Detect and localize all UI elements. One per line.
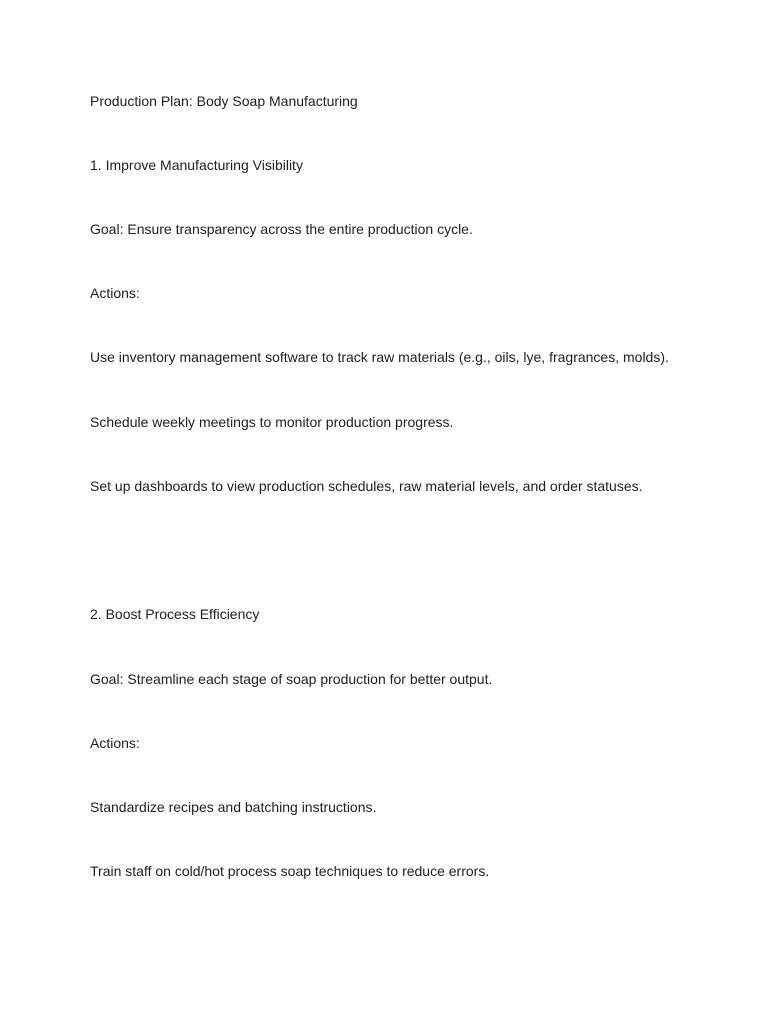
action-item: Set up dashboards to view production schedules, raw material levels, and order statuses. <box>90 478 643 494</box>
section-goal-1: Goal: Ensure transparency across the entire production cycle. <box>90 221 473 237</box>
document-title: Production Plan: Body Soap Manufacturing <box>90 93 358 109</box>
action-item: Standardize recipes and batching instructions. <box>90 799 377 815</box>
action-item: Use inventory management software to track raw materials (e.g., oils, lye, fragrances, molds). <box>90 349 669 365</box>
section-actions-label-2: Actions: <box>90 735 140 751</box>
section-actions-label-1: Actions: <box>90 285 140 301</box>
section-heading-2: 2. Boost Process Efficiency <box>90 606 260 622</box>
action-item: Schedule weekly meetings to monitor production progress. <box>90 414 454 430</box>
section-goal-2: Goal: Streamline each stage of soap production for better output. <box>90 671 493 687</box>
section-heading-1: 1. Improve Manufacturing Visibility <box>90 157 303 173</box>
action-item: Train staff on cold/hot process soap techniques to reduce errors. <box>90 863 490 879</box>
